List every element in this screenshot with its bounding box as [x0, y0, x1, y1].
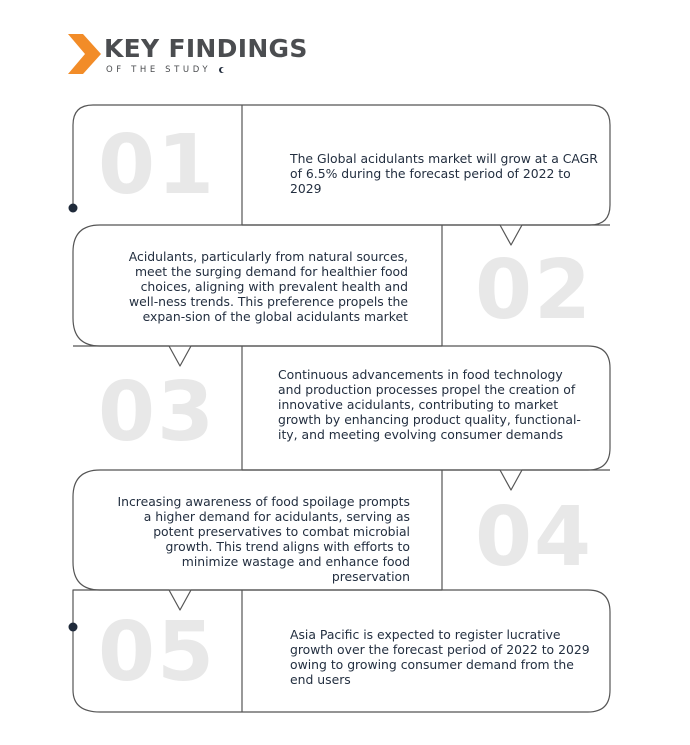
chevron-icon: [68, 34, 102, 74]
finding-text-1: The Global acidulants market will grow at a CAGR of 6.5% during the forecast period of 2022 to 2029: [290, 151, 598, 196]
connector-dot-bottom: [69, 623, 78, 632]
finding-text-3: Continuous advancements in food technology and production processes propel the creation of innovative acidulants, contributing to market growth by enhancing product quality, functional-ity, and meeting evolving consumer demands: [278, 367, 581, 442]
finding-number-3: 03: [98, 365, 217, 460]
page-subtitle: OF THE STUDY: [106, 65, 212, 75]
finding-text-4: Increasing awareness of food spoilage prompts a higher demand for acidulants, serving as potent preservatives to combat microbial growth. This trend aligns with efforts to minimize wastage and enhance food preservation: [117, 494, 410, 584]
finding-number-5: 05: [98, 605, 217, 700]
finding-number-4: 04: [475, 490, 594, 585]
finding-text-5: Asia Pacific is expected to register lucrative growth over the forecast period of 2022 to 2029 owing to growing consumer demand from the end users: [290, 627, 590, 687]
finding-number-1: 01: [98, 118, 217, 213]
connector-dot-top: [69, 204, 78, 213]
page-title: KEY FINDINGS: [104, 34, 308, 63]
finding-number-2: 02: [475, 243, 594, 338]
crescent-icon: [219, 67, 225, 73]
finding-text-2: Acidulants, particularly from natural sources, meet the surging demand for healthier food choices, aligning with prevalent health and well-ness trends. This preference propels the expan-sion of the global acidulants market: [128, 249, 408, 324]
